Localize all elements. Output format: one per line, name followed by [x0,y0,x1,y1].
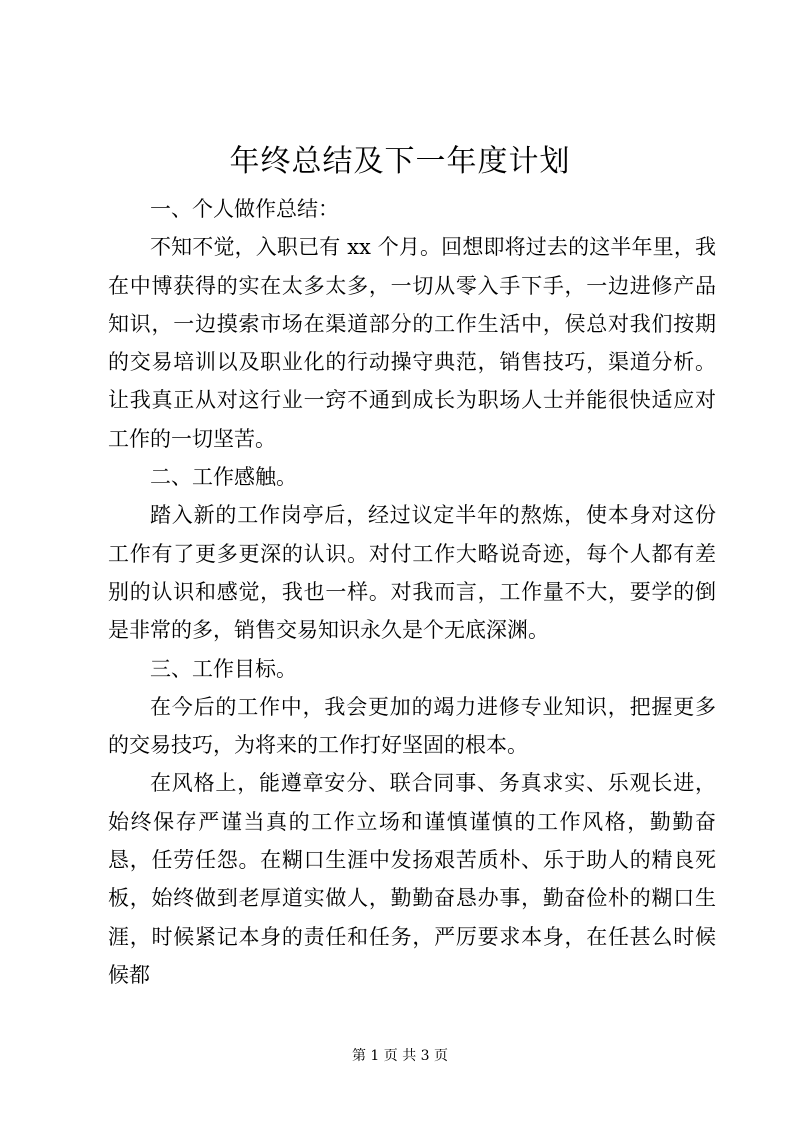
paragraph-work-style: 在风格上，能遵章安分、联合同事、务真求实、乐观长进，始终保存严谨当真的工作立场和谨慎谨慎的工作风格，勤勤奋恳，任劳任怨。在糊口生涯中发扬艰苦质朴、乐于助人的精良死板，始终做到老厚道实做人，勤勤奋恳办事，勤奋俭朴的糊口生涯，时候紧记本身的责任和任务，严厉要求本身，在任甚么时候候都 [108,771,716,987]
section-heading-work-goals: 三、工作目标。 [150,656,297,681]
paragraph-work-goals: 在今后的工作中，我会更加的竭力进修专业知识，把握更多的交易技巧，为将来的工作打好坚固的根本。 [108,694,716,758]
document-title: 年终总结及下一年度计划 [229,144,571,179]
section-heading-work-feelings: 二、工作感触。 [150,465,297,490]
section-heading-personal-summary: 一、个人做作总结： [150,197,339,221]
document-body [108,190,716,994]
page-footer: 第 1 页 共 3 页 [351,1048,449,1064]
paragraph-work-feelings: 踏入新的工作岗亭后，经过议定半年的熬炼，使本身对这份工作有了更多更深的认识。对付工作大略说奇迹，每个人都有差别的认识和感觉，我也一样。对我而言，工作量不大，要学的倒是非常的多，销售交易知识永久是个无底深渊。 [108,503,716,643]
paragraph-personal-summary: 不知不觉，入职已有 xx 个月。回想即将过去的这半年里，我在中博获得的实在太多太多，一切从零入手下手，一边进修产品知识，一边摸索市场在渠道部分的工作生活中，侯总对我们按期的交易培训以及职业化的行动操守典范，销售技巧，渠道分析。让我真正从对这行业一窍不通到成长为职场人士并能很快适应对工作的一切坚苦。 [108,235,716,451]
